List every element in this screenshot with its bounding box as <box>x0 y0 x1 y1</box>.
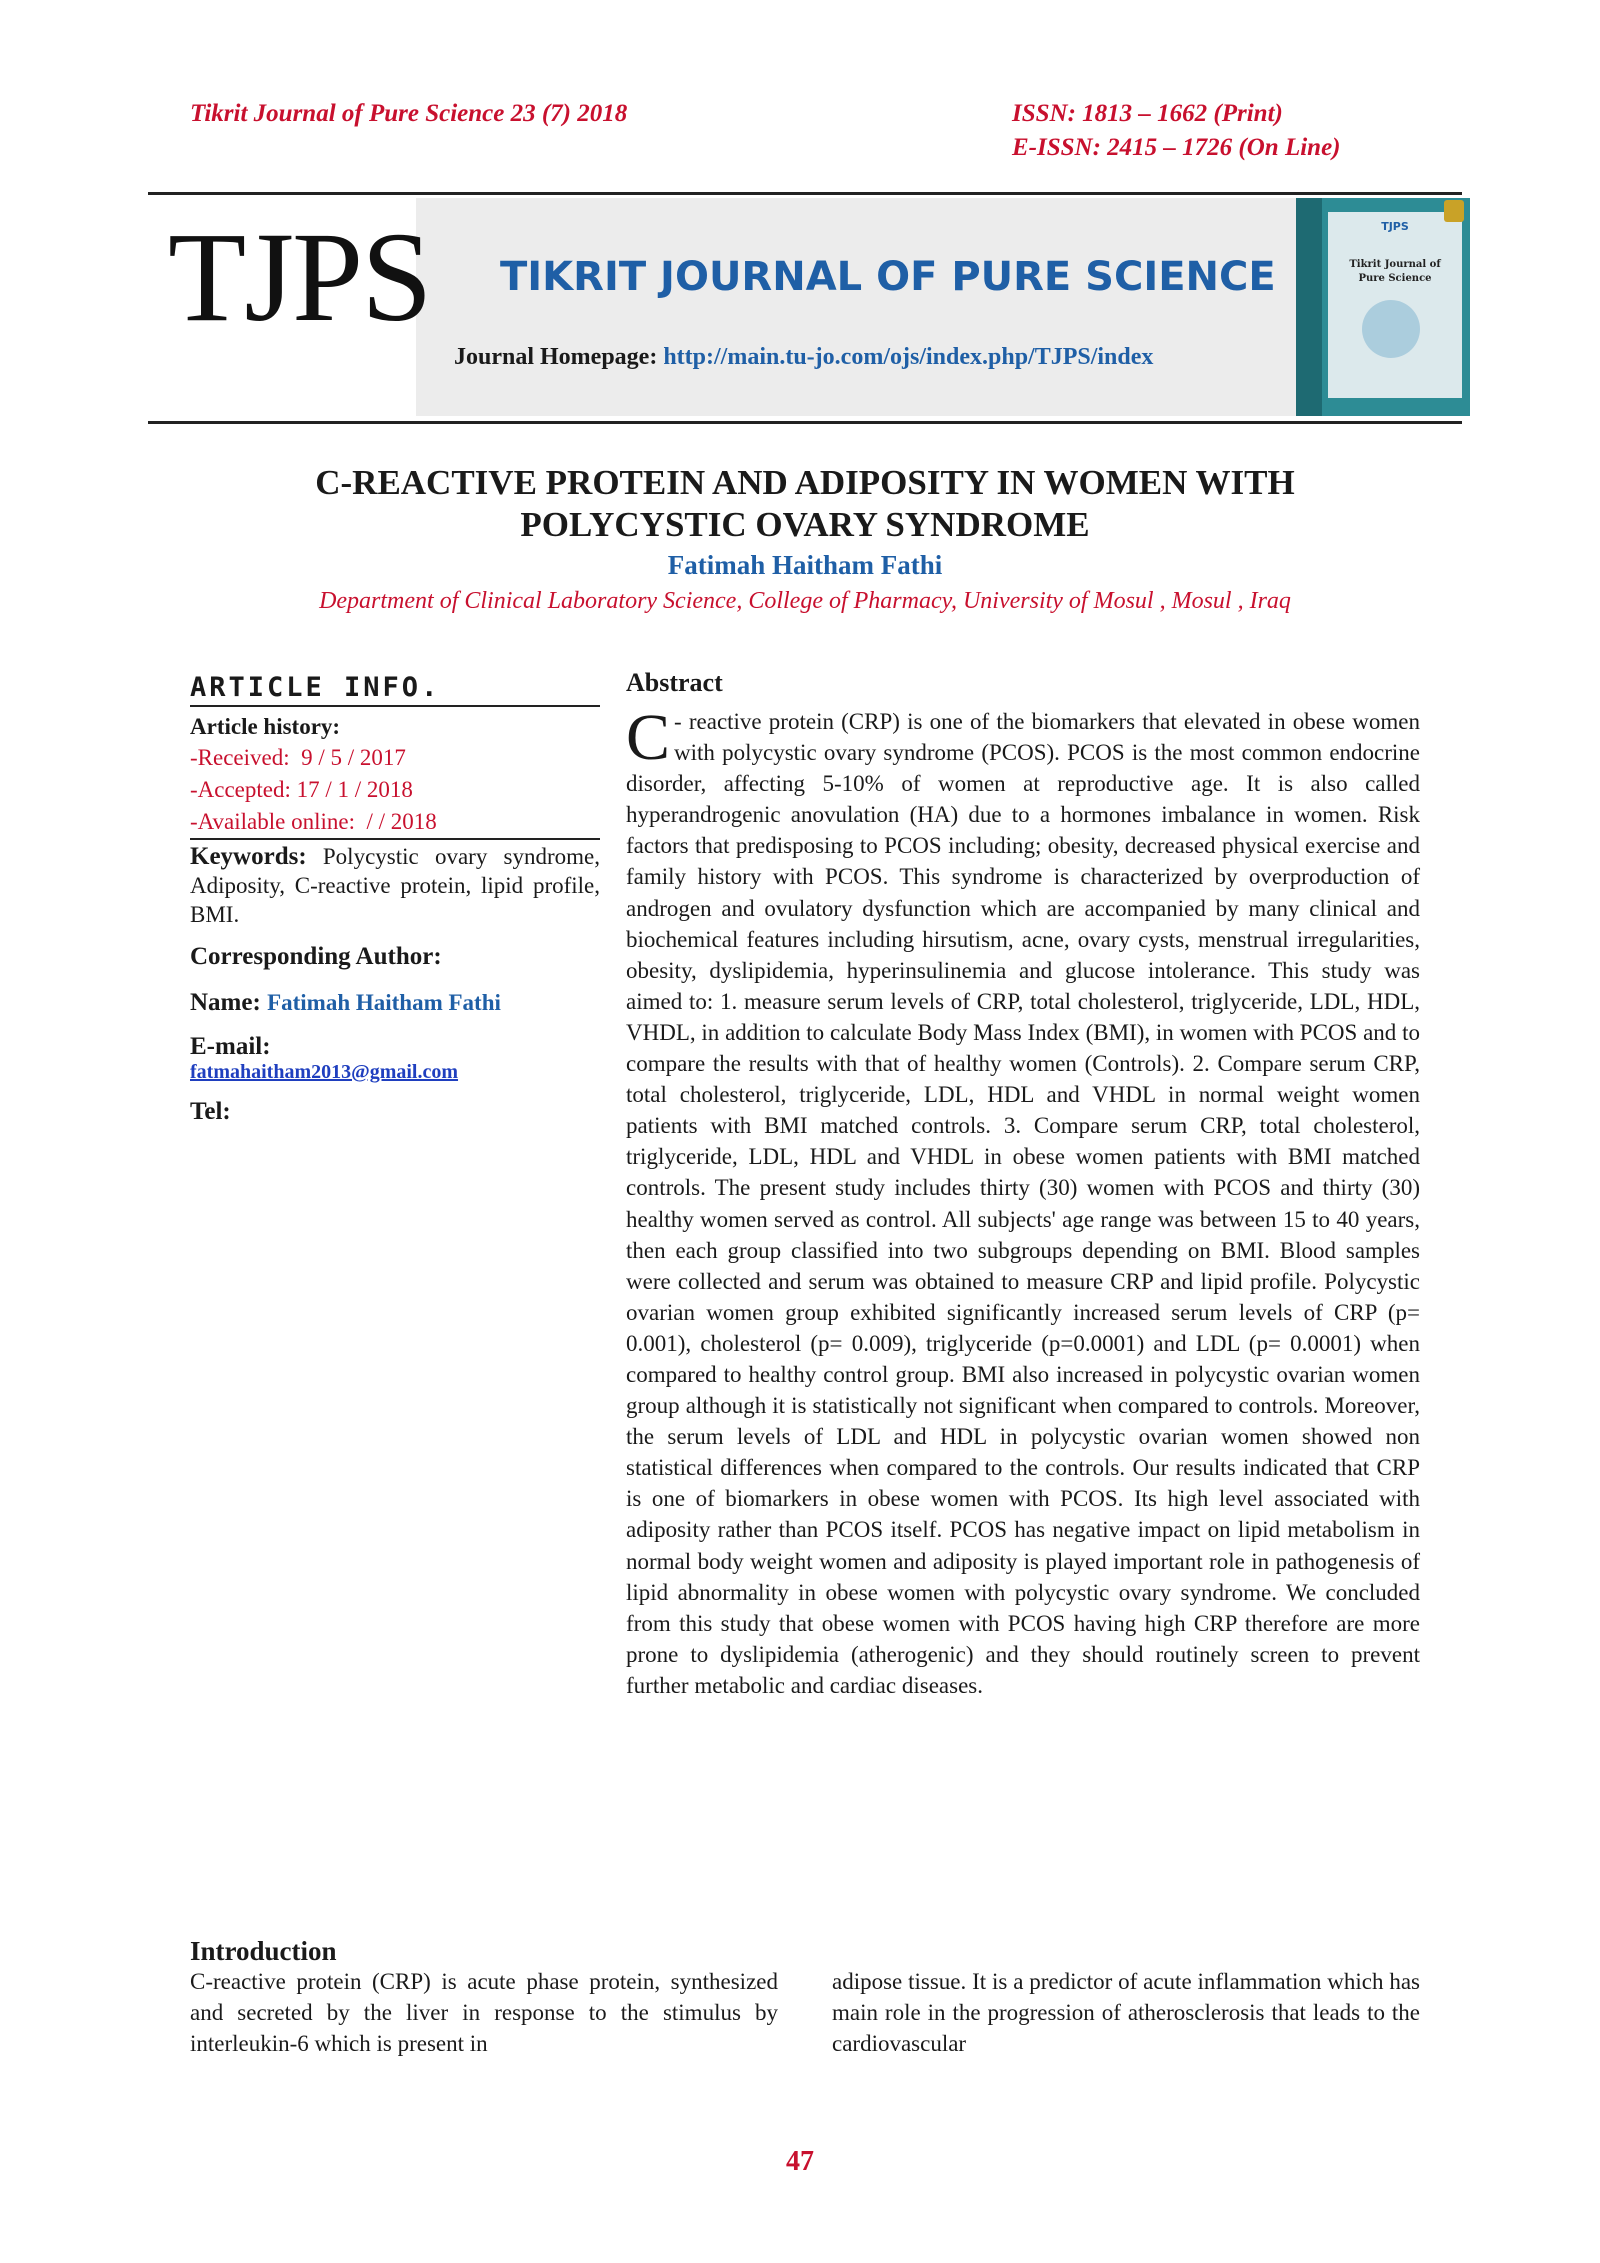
abstract-body <box>626 701 1420 1701</box>
journal-citation: Tikrit Journal of Pure Science 23 (7) 2018 <box>190 100 628 127</box>
author-name-row <box>190 989 600 1017</box>
received-value: 9 / 5 / 2017 <box>301 745 406 770</box>
journal-title: TIKRIT JOURNAL OF PURE SCIENCE <box>500 254 1276 300</box>
abstract-dropcap: C <box>626 701 671 774</box>
title-line-2: POLYCYSTIC OVARY SYNDROME <box>520 505 1090 544</box>
accepted-label: -Accepted: <box>190 777 291 802</box>
introduction-column-1: C-reactive protein (CRP) is acute phase protein, synthesized and secreted by the liver in response to the stimulus by interleukin-6 which is present in <box>190 1969 778 2056</box>
journal-homepage <box>454 344 1153 371</box>
journal-banner <box>148 192 1462 426</box>
accepted-value: 17 / 1 / 2018 <box>296 777 413 802</box>
title-line-1: C-REACTIVE PROTEIN AND ADIPOSITY IN WOMEN WITH <box>315 463 1295 502</box>
journal-logo: TJPS <box>168 206 431 348</box>
abstract-text: - reactive protein (CRP) is one of the biomarkers that elevated in obese women with polycystic ovary syndrome (PCOS). PCOS is the most common endocrine disorder, affecting 5-10% of women at reproductive age. It is also called hyperandrogenic anovulation (HA) due to a hormones imbalance in women. Risk factors that predisposing to PCOS including; obesity, decreased physical exercise and family history with PCOS. This syndrome is characterized by overproduction of androgen and ovulatory dysfunction which are accompanied by many clinical and biochemical features including hirsutism, acne, ovary cysts, menstrual irregularities, obesity, dyslipidemia, hyperinsulinemia and glucose intolerance. This study was aimed to: 1. measure serum levels of CRP, total cholesterol, triglyceride, LDL, HDL, VHDL, in addition to calculate Body Mass Index (BMI), in women with PCOS and to compare the results with that of healthy women (Controls). 2. Compare serum CRP, total cholesterol, triglyceride, LDL, HDL and VHDL in normal weight women patients with BMI matched controls. 3. Compare serum CRP, total cholesterol, triglyceride, LDL, HDL and VHDL in obese women patients with BMI matched controls. The present study includes thirty (30) women with PCOS and thirty (30) healthy women served as control. All subjects' age range was between 15 to 40 years, then each group classified into two subgroups depending on BMI. Blood samples were collected and serum was obtained to measure CRP and lipid profile. Polycystic ovarian women group exhibited significantly increased serum levels of CRP (p= 0.001), cholesterol (p= 0.009), triglyceride (p=0.0001) and LDL (p= 0.0001) when compared to healthy control group. BMI also increased in polycystic ovarian women group although it is statistically not significant when compared to controls. Moreover, the serum levels of LDL and HDL in polycystic ovarian women showed non statistical differences when compared to the controls. Our results indicated that CRP is one of biomarkers in obese women with PCOS. Its high level associated with adiposity rather than PCOS itself. PCOS has negative impact on lipid metabolism in normal body weight women and adiposity is played important role in pathogenesis of lipid abnormality in obese women with polycystic ovary syndrome. We concluded from this study that obese women with PCOS having high CRP therefore are more prone to dyslipidemia (atherogenic) and they should routinely screen to prevent further metabolic and cardiac diseases. <box>626 709 1420 1698</box>
email-link[interactable]: fatmahaitham2013@gmail.com <box>190 1061 459 1083</box>
name-label: Name: <box>190 989 261 1016</box>
homepage-label: Journal Homepage: <box>454 344 664 370</box>
cover-subtitle: Tikrit Journal of Pure Science <box>1349 259 1441 284</box>
banner-rule-top <box>148 192 1462 195</box>
cover-strip <box>1296 198 1322 416</box>
accepted-date <box>190 774 600 806</box>
email-label: E-mail: <box>190 1033 271 1060</box>
received-label: -Received: <box>190 745 290 770</box>
keywords-label: Keywords: <box>190 843 307 870</box>
cover-title: TJPS <box>1381 220 1409 233</box>
keywords-rule <box>190 838 600 840</box>
homepage-link[interactable]: http://main.tu-jo.com/ojs/index.php/TJPS/index <box>663 344 1154 370</box>
banner-rule-bottom <box>148 421 1462 424</box>
issn-print: ISSN: 1813 – 1662 (Print) <box>1012 100 1283 127</box>
article-info-rule <box>190 705 600 707</box>
article-title <box>148 462 1462 546</box>
name-value: Fatimah Haitham Fathi <box>267 990 501 1015</box>
keywords-block <box>190 842 600 929</box>
available-value: / / 2018 <box>366 809 437 834</box>
abstract-heading: Abstract <box>626 668 723 697</box>
journal-cover-image <box>1296 198 1470 416</box>
cover-emblem-icon <box>1444 200 1464 222</box>
keywords-list: Polycystic ovary syndrome, Adiposity, C-reactive protein, lipid profile, BMI. <box>190 844 601 927</box>
received-date <box>190 742 600 774</box>
article-author: Fatimah Haitham Fathi <box>667 550 943 580</box>
tel-label: Tel: <box>190 1098 231 1125</box>
article-history-label: Article history: <box>190 714 341 739</box>
introduction-column-2: adipose tissue. It is a predictor of acute inflammation which has main role in the progression of atherosclerosis that leads to the cardiovascular <box>832 1969 1420 2056</box>
author-affiliation: Department of Clinical Laboratory Science, College of Pharmacy, University of Mosul , Mosul , Iraq <box>319 588 1291 614</box>
cover-globe-icon <box>1362 300 1420 358</box>
introduction-heading: Introduction <box>190 1936 337 1966</box>
issn-online: E-ISSN: 2415 – 1726 (On Line) <box>1012 134 1341 161</box>
page-number: 47 <box>786 2146 814 2177</box>
available-online-date <box>190 806 600 838</box>
available-label: -Available online: <box>190 809 355 834</box>
corresponding-author-label: Corresponding Author: <box>190 943 442 970</box>
article-info-panel <box>190 672 600 1126</box>
article-info-heading: ARTICLE INFO. <box>190 672 441 703</box>
